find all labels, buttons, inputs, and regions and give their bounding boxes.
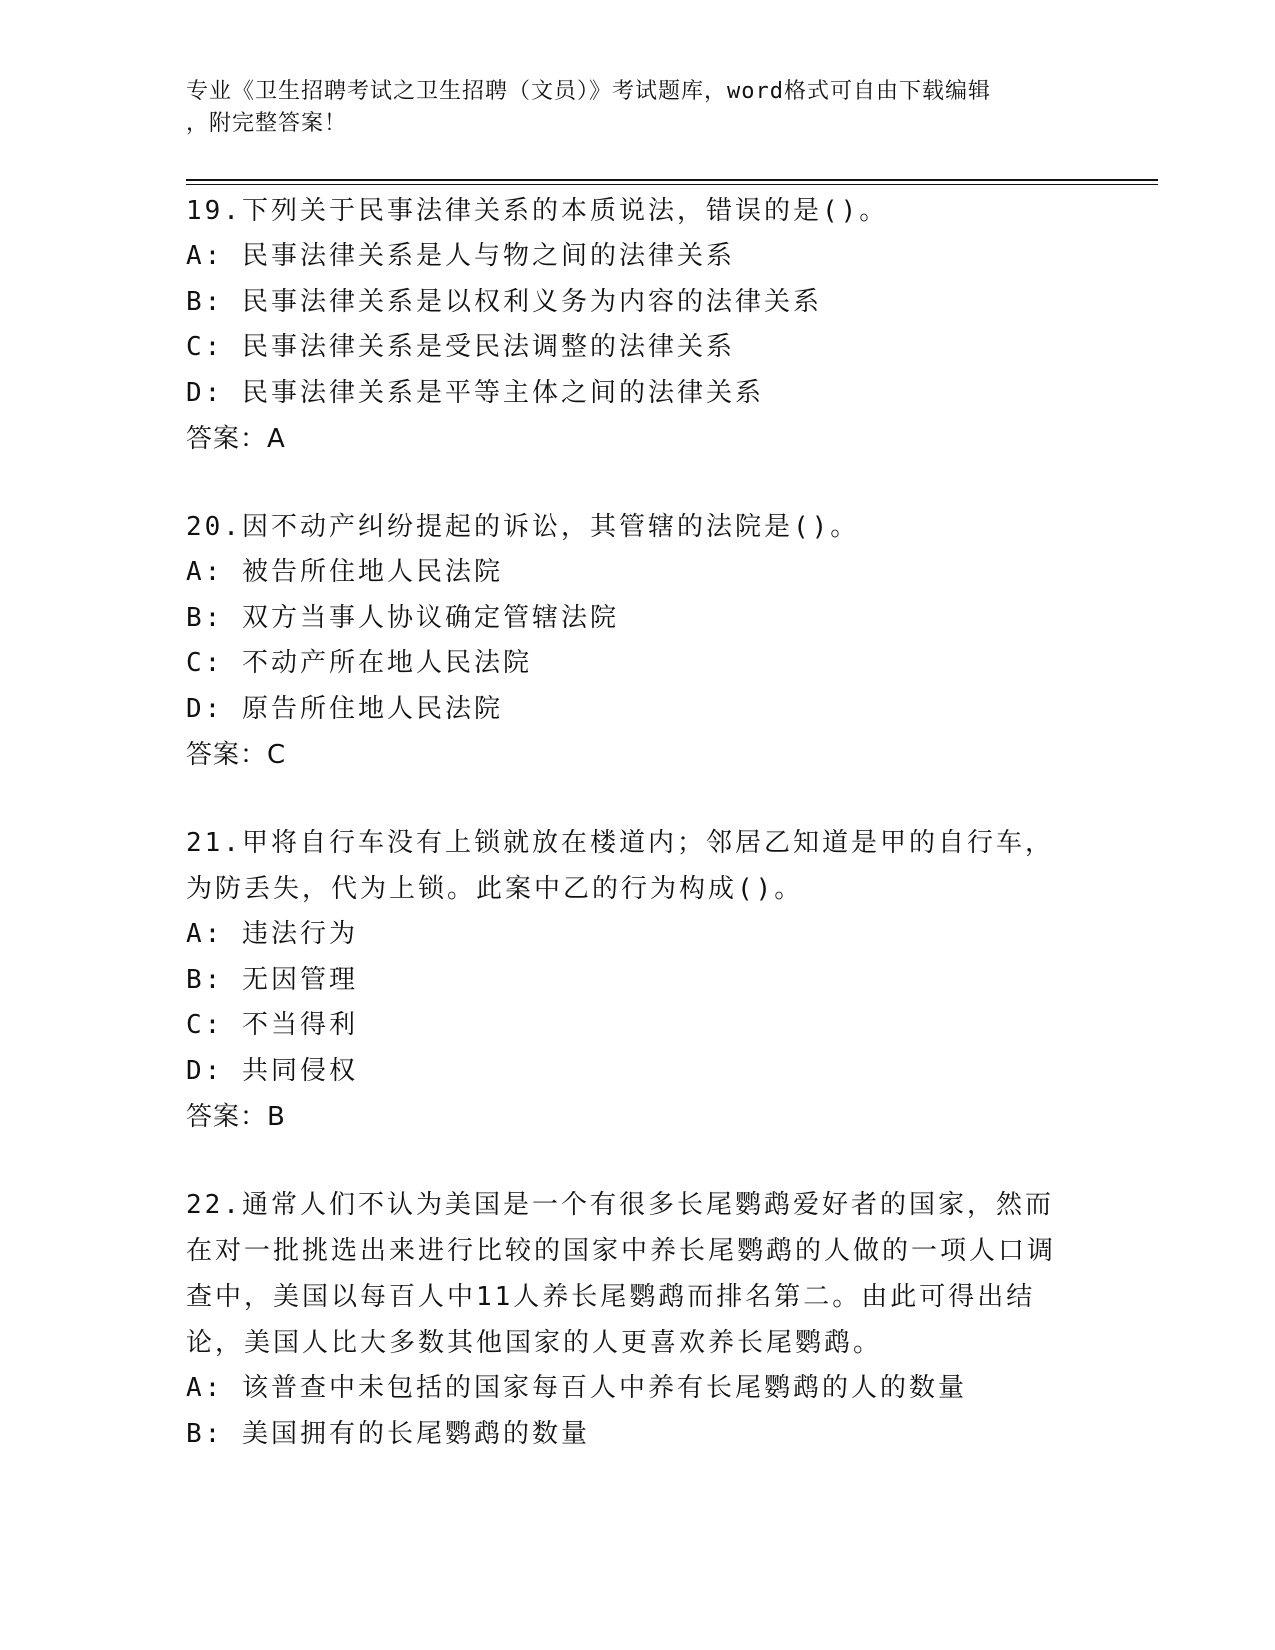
- question-text: 22.通常人们不认为美国是一个有很多长尾鹦鹉爱好者的国家，然而在对一批挑选出来进行比较的国家中养长尾鹦鹉的人做的一项人口调查中，美国以每百人中11人养长尾鹦鹉而排名第二。由此可得出结论，美国人比大多数其他国家的人更喜欢养长尾鹦鹉。: [186, 1190, 1057, 1358]
- option-d: D: 原告所住地人民法院: [186, 693, 503, 724]
- option-b: B: 民事法律关系是以权利义务为内容的法律关系: [186, 286, 822, 317]
- question-21: [186, 820, 1066, 1140]
- header-rule-thin: [186, 184, 1158, 185]
- answer: 答案：C: [186, 740, 287, 770]
- option-a: A: 被告所住地人民法院: [186, 557, 503, 587]
- question-text: 19.下列关于民事法律关系的本质说法，错误的是()。: [186, 196, 889, 226]
- question-20: [186, 504, 1066, 778]
- option-a: A: 该普查中未包括的国家每百人中养有长尾鹦鹉的人的数量: [186, 1373, 967, 1403]
- option-a: A: 民事法律关系是人与物之间的法律关系: [186, 241, 735, 271]
- option-d: D: 共同侵权: [186, 1055, 358, 1086]
- option-c: C: 不动产所在地人民法院: [186, 648, 532, 678]
- option-b: B: 美国拥有的长尾鹦鹉的数量: [186, 1418, 590, 1449]
- option-d: D: 民事法律关系是平等主体之间的法律关系: [186, 377, 764, 408]
- question-text: 21.甲将自行车没有上锁就放在楼道内；邻居乙知道是甲的自行车，为防丢失，代为上锁。此案中乙的行为构成()。: [186, 828, 1054, 904]
- option-a: A: 违法行为: [186, 919, 358, 949]
- option-b: B: 无因管理: [186, 964, 358, 995]
- question-19: [186, 188, 1066, 462]
- option-b: B: 双方当事人协议确定管辖法院: [186, 602, 619, 633]
- header-line-1: 专业《卫生招聘考试之卫生招聘（文员）》考试题库，word格式可自由下载编辑: [186, 79, 991, 104]
- header-rule-thick: [186, 179, 1158, 181]
- question-text: 20.因不动产纠纷提起的诉讼，其管辖的法院是()。: [186, 512, 860, 542]
- answer: 答案：B: [186, 1102, 286, 1132]
- document-header: [186, 76, 1066, 140]
- option-c: C: 不当得利: [186, 1010, 358, 1040]
- answer: 答案：A: [186, 424, 286, 454]
- question-list: [186, 188, 1066, 1499]
- option-c: C: 民事法律关系是受民法调整的法律关系: [186, 332, 735, 362]
- question-22: [186, 1182, 1066, 1457]
- header-line-2: ，附完整答案！: [186, 111, 348, 136]
